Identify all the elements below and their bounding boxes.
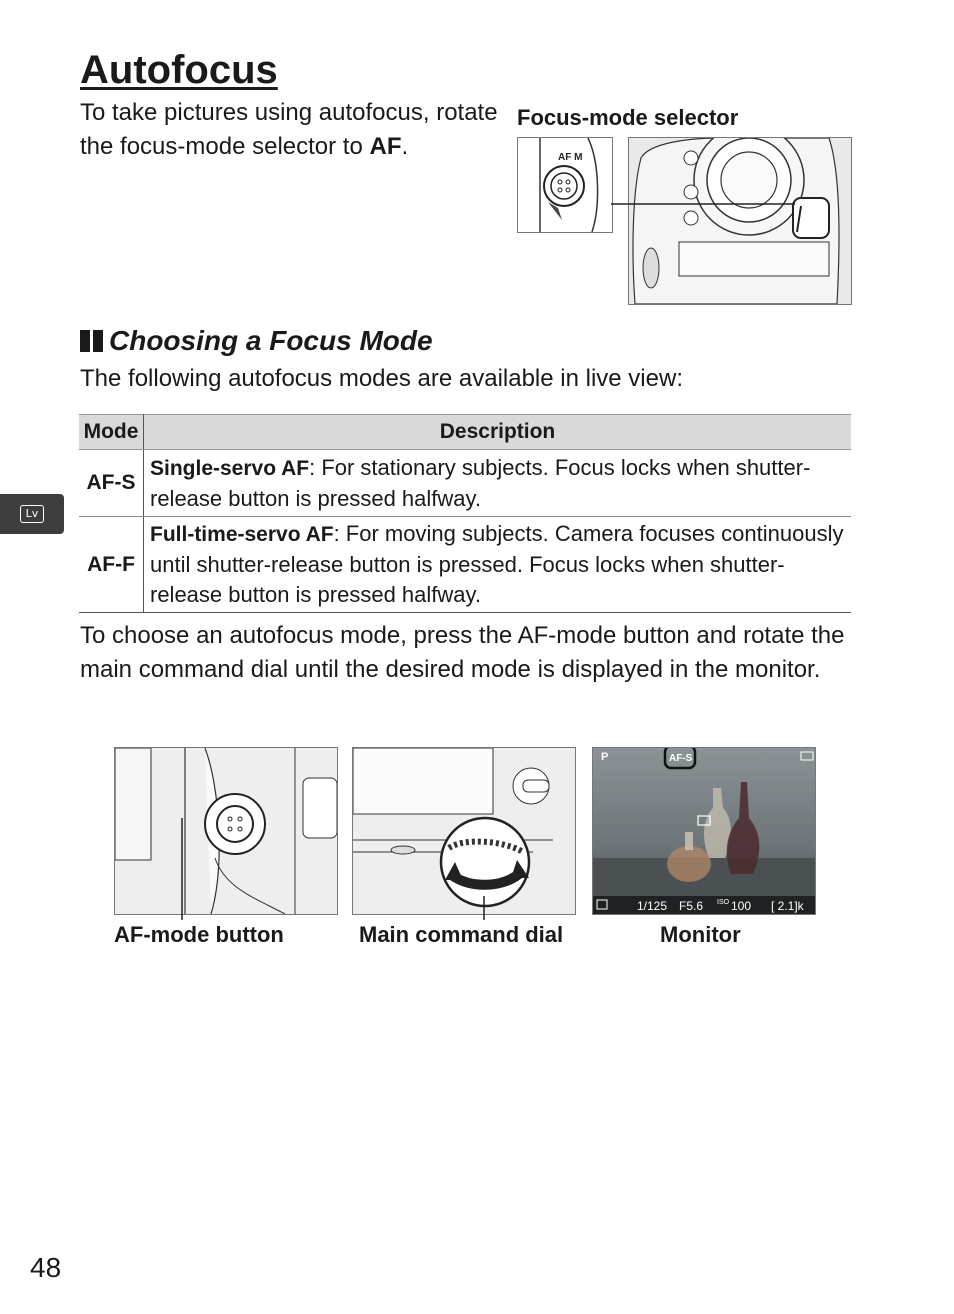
description-text: : For stationary subjects. Focus locks when shutter-release button is pressed halfway. (150, 454, 811, 511)
header-mode: Mode (79, 415, 144, 450)
monitor-aperture-readout: F5.6 (679, 899, 704, 913)
monitor-af-mode-readout: AF-S (669, 753, 693, 764)
main-command-dial-illustration (352, 747, 576, 915)
table-row (79, 450, 851, 517)
page-title: Autofocus (80, 48, 278, 92)
monitor-screen-illustration (592, 747, 816, 915)
header-description: Description (144, 415, 852, 450)
af-mode-button-caption: AF-mode button (114, 922, 284, 947)
monitor-caption: Monitor (660, 922, 741, 947)
section-intro: The following autofocus modes are available in live view: (80, 365, 683, 392)
monitor-iso-label: ISO (717, 899, 730, 906)
selector-marks-label: AF M (558, 152, 583, 163)
page-number: 48 (30, 1252, 62, 1283)
monitor-shots-readout: [ 2.1]k (771, 899, 804, 913)
description-term: Full-time-servo AF (150, 523, 334, 546)
section-heading (80, 322, 433, 360)
main-command-dial-caption: Main command dial (359, 922, 564, 947)
table-header-row (79, 415, 851, 450)
camera-front-illustration (628, 137, 852, 305)
description-text: : For moving subjects. Camera focuses continuously until shutter-release button is pressed. Focus locks when shutter-release button is pressed halfway. (150, 521, 844, 607)
monitor-mode-readout: P (601, 751, 609, 763)
live-view-section-tab (0, 494, 64, 534)
af-mode-button-callout-line (176, 818, 188, 922)
section-heading-text: Choosing a Focus Mode (109, 325, 433, 356)
description-cell (144, 517, 852, 613)
focus-selector-callout-line (611, 190, 801, 220)
monitor-iso-readout: 100 (731, 899, 752, 913)
main-command-dial-callout-line (478, 896, 490, 922)
mode-cell: AF-F (79, 517, 144, 613)
intro-text: To take pictures using autofocus, rotate the focus-mode selector to (80, 99, 498, 160)
section-marker-icon (80, 330, 103, 352)
focus-mode-selector-label: Focus-mode selector (517, 105, 739, 130)
af-mode-button-illustration (114, 747, 338, 915)
intro-end: . (401, 133, 409, 160)
intro-emphasis: AF (369, 133, 402, 160)
body-paragraph: To choose an autofocus mode, press the AF-mode button and rotate the main command dial until the desired mode is displayed in the monitor. (80, 622, 845, 683)
description-term: Single-servo AF (150, 456, 310, 480)
focus-selector-inset-illustration (517, 137, 613, 233)
focus-mode-table (79, 414, 851, 613)
mode-cell: AF-S (79, 450, 144, 517)
table-row (79, 517, 851, 613)
description-cell (144, 450, 852, 517)
live-view-icon: Lv (20, 505, 44, 523)
intro-paragraph (80, 96, 510, 164)
monitor-shutter-readout: 1/125 (637, 899, 668, 913)
